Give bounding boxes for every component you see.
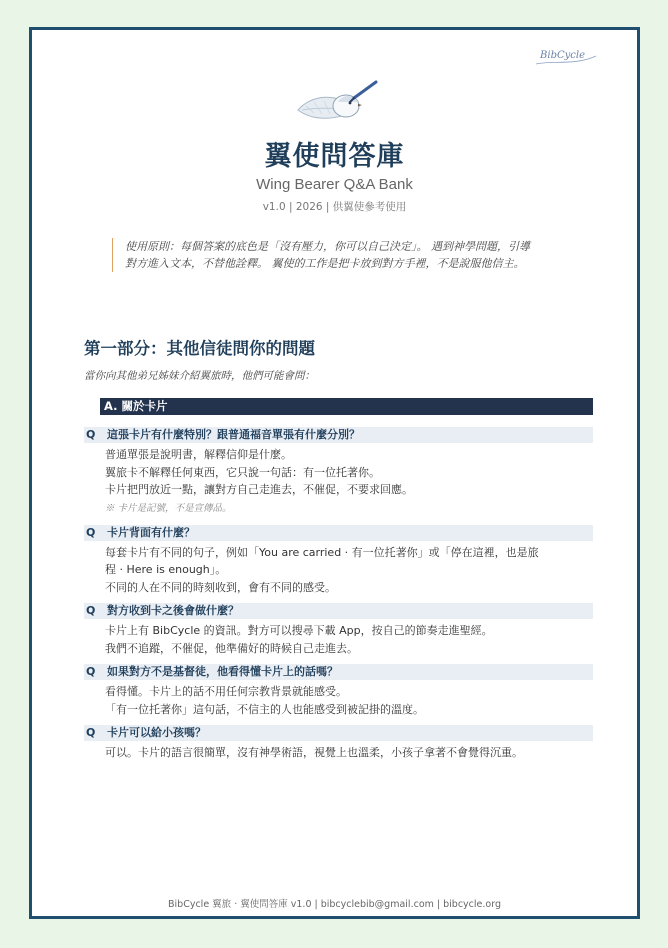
question: [84, 603, 593, 619]
answer-line: 卡片把門放近一點，讓對方自己走進去，不催促，不要求回應。: [105, 483, 413, 496]
answer: [84, 619, 593, 657]
bird-feather-logo-icon: [294, 80, 380, 130]
question: [84, 725, 593, 741]
page-subtitle: Wing Bearer Q&A Bank: [256, 176, 413, 193]
question: [84, 525, 593, 541]
qa-item: [84, 664, 593, 718]
signature-text: BibCycle: [540, 50, 585, 61]
answer: [84, 741, 593, 762]
answer: [84, 680, 593, 718]
answer-line: 每套卡片有不同的句子，例如「You are carried · 有一位托著你」或「停在這裡，也是旅: [105, 545, 539, 559]
qa-item: [84, 603, 593, 657]
answer-line: 我們不追蹤，不催促，他準備好的時候自己走進去。: [105, 641, 358, 655]
qa-item: [84, 525, 593, 597]
answer-line: 程 · Here is enough」。: [105, 563, 227, 576]
page-title: 翼使問答庫: [264, 141, 405, 172]
q-mark: Q: [86, 665, 96, 678]
version-meta: v1.0 | 2026 | 供翼使參考使用: [262, 201, 407, 213]
answer: [84, 443, 593, 518]
q-mark: Q: [86, 726, 96, 739]
answer-line: 「有一位托著你」這句話，不信主的人也能感受到被記掛的溫度。: [105, 702, 424, 716]
page-footer: BibCycle 翼旅 · 翼使問答庫 v1.0 | bibcyclebib@gmail.com | bibcycle.org: [168, 899, 501, 910]
principle-line: 對方進入文本，不替他詮釋。 翼使的工作是把卡放到對方手裡，不是說服他信主。: [125, 257, 525, 270]
answer-line: 翼旅卡不解釋任何東西，它只說一句話：有一位托著你。: [105, 465, 380, 479]
section-a-header: A. 關於卡片: [100, 398, 593, 415]
usage-principle: [112, 238, 605, 272]
brand-signature: [540, 50, 585, 61]
qa-item: [84, 427, 593, 518]
question-text: 卡片可以給小孩嗎？: [107, 726, 206, 739]
question: [84, 664, 593, 680]
question-text: 如果對方不是基督徒，他看得懂卡片上的話嗎？: [107, 665, 338, 678]
question-text: 對方收到卡之後會做什麼？: [107, 604, 239, 617]
qa-item: [84, 725, 593, 762]
answer-line: 普通單張是說明書，解釋信仰是什麼。: [105, 448, 292, 461]
answer: [84, 541, 593, 597]
signature-underline: [534, 54, 598, 68]
answer-line: 不同的人在不同的時刻收到，會有不同的感受。: [105, 580, 336, 594]
answer-line: 看得懂。卡片上的話不用任何宗教背景就能感受。: [105, 685, 347, 698]
question-text: 卡片背面有什麼？: [107, 525, 195, 539]
answer-line: 卡片上有 BibCycle 的資訊。對方可以搜尋下載 App，按自己的節奏走進聖經。: [105, 624, 493, 637]
answer-note: ※ 卡片是記號，不是宣傳品。: [105, 502, 232, 514]
document-page: [29, 27, 640, 919]
answer-line: 可以。卡片的語言很簡單，沒有神學術語，視覺上也溫柔，小孩子拿著不會覺得沉重。: [105, 746, 523, 759]
part-one-title: 第一部分：其他信徒問你的問題: [84, 339, 315, 358]
question-text: 這張卡片有什麼特別？跟普通福音單張有什麼分別？: [107, 428, 360, 441]
q-mark: Q: [86, 525, 96, 539]
q-mark: Q: [86, 604, 96, 617]
qa-list: [84, 427, 593, 769]
question: [84, 427, 593, 443]
principle-line: 使用原則：每個答案的底色是「沒有壓力，你可以自己決定」。 遇到神學問題，引導: [125, 240, 530, 253]
q-mark: Q: [86, 428, 96, 441]
part-one-intro: 當你向其他弟兄姊妹介紹翼旅時，他們可能會問：: [84, 370, 315, 382]
